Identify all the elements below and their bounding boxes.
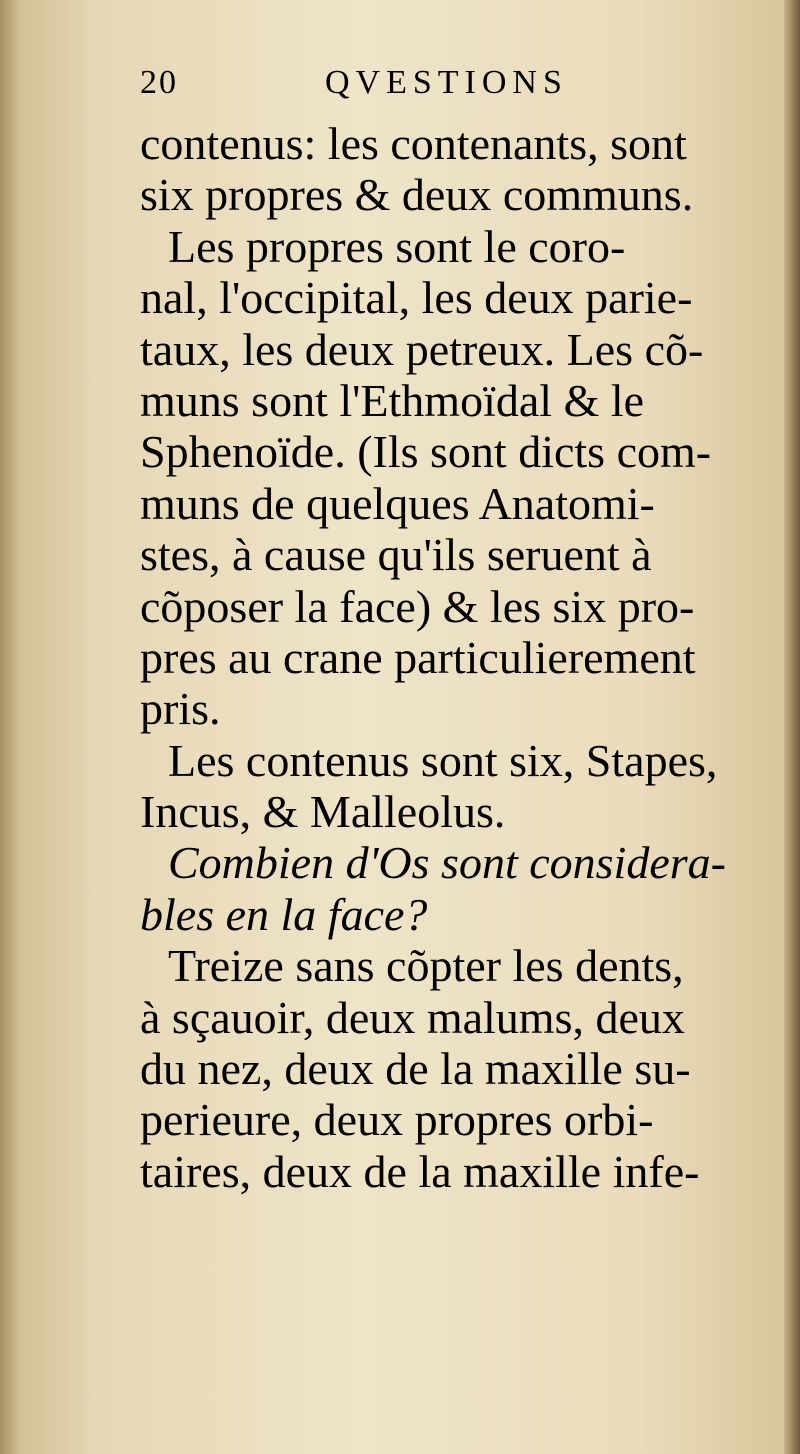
text-line: muns sont l'Ethmoïdal & le	[140, 374, 645, 426]
text-line: taux, les deux petreux. Les cõ-	[140, 323, 704, 375]
text-line: pres au crane particulierement	[140, 631, 696, 683]
page-gutter-shadow	[0, 0, 22, 1454]
running-title: QVESTIONS	[325, 64, 568, 101]
text-line: stes, à cause qu'ils seruent à	[140, 529, 652, 581]
text-line: six propres & deux communs.	[140, 169, 694, 221]
text-line: nal, l'occipital, les deux parie-	[140, 272, 693, 324]
text-line: Les propres sont le coro-	[168, 220, 626, 272]
text-line: taires, deux de la maxille infe-	[140, 1145, 700, 1197]
text-line: cõposer la face) & les six pro-	[140, 580, 695, 632]
text-line: perieure, deux propres orbi-	[140, 1094, 654, 1146]
page-edge-shadow	[784, 0, 800, 1454]
question-line: bles en la face?	[140, 888, 428, 940]
text-line: muns de quelques Anatomi-	[140, 477, 655, 529]
text-line: Sphenoïde. (Ils sont dicts com-	[140, 426, 712, 478]
text-line: du nez, deux de la maxille su-	[140, 1043, 691, 1095]
page-body	[140, 118, 760, 1197]
text-line: Incus, & Malleolus.	[140, 786, 506, 838]
text-line: contenus: les contenants, sont	[140, 118, 687, 169]
text-line: Les contenus sont six, Stapes,	[168, 734, 718, 786]
page-number: 20	[140, 64, 178, 101]
question-line: Combien d'Os sont considera-	[168, 837, 726, 889]
text-line: pris.	[140, 683, 221, 735]
page-header	[140, 64, 700, 116]
text-line: à sçauoir, deux malums, deux	[140, 991, 685, 1043]
text-line: Treize sans cõpter les dents,	[168, 940, 684, 992]
